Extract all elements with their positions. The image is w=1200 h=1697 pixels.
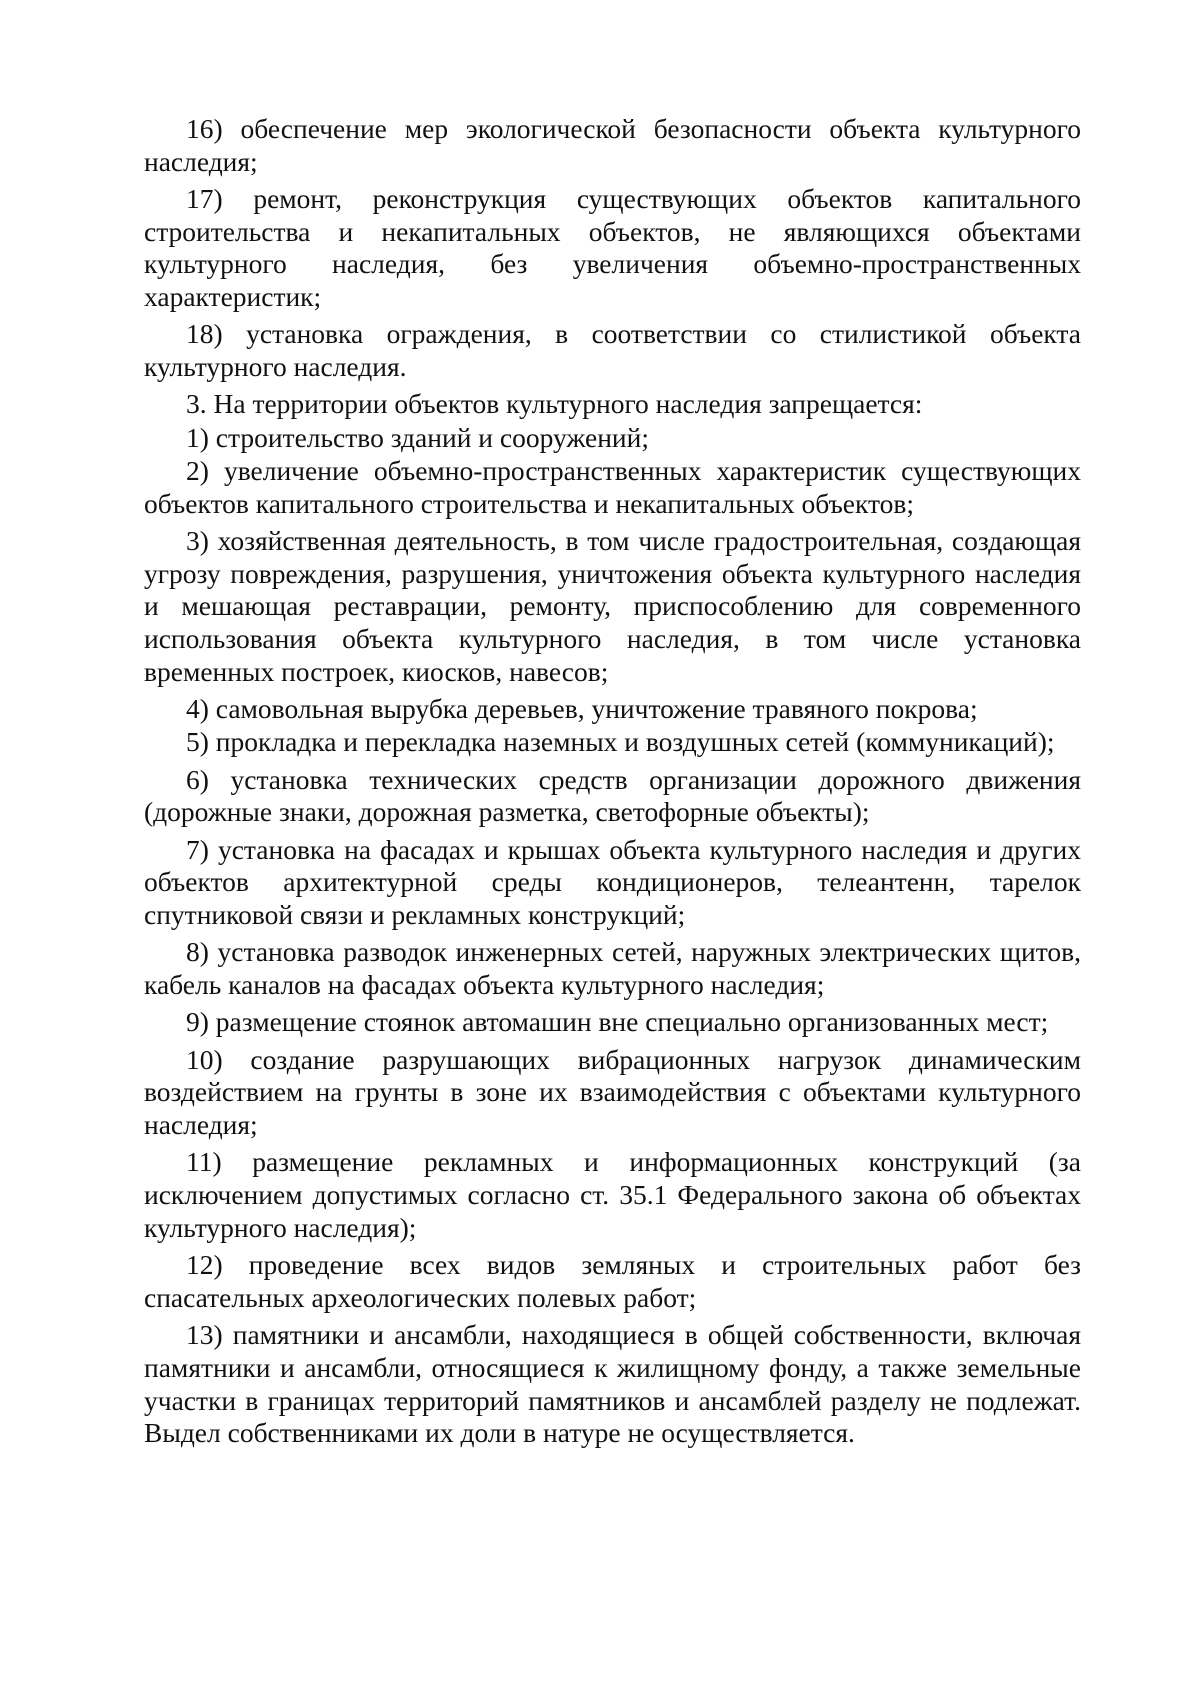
prohibition-item-4: 4) самовольная вырубка деревьев, уничтожение травяного покрова; xyxy=(186,693,978,725)
paragraph-item-16: 16) обеспечение мер экологической безопасности объекта культурного наследия; xyxy=(144,113,1081,177)
section-heading-3: 3. На территории объектов культурного наследия запрещается: xyxy=(186,388,923,420)
prohibition-item-5: 5) прокладка и перекладка наземных и воздушных сетей (коммуникаций); xyxy=(186,726,1055,758)
prohibition-item-10: 10) создание разрушающих вибрационных нагрузок динамическим воздействием на грунты в зоне их взаимодействия с объектами культурного наследия; xyxy=(144,1043,1081,1141)
paragraph-item-17: 17) ремонт, реконструкция существующих объектов капитального строительства и некапитальных объектов, не являющихся объектами культурного наследия, без увеличения объемно-пространственных характеристик; xyxy=(144,183,1081,313)
prohibition-item-13: 13) памятники и ансамбли, находящиеся в общей собственности, включая памятники и ансамбли, относящиеся к жилищному фонду, а также земельные участки в границах территорий памятников и ансамблей разделу не подлежат. Выдел собственниками их доли в натуре не осуществляется. xyxy=(144,1319,1081,1449)
prohibition-item-7: 7) установка на фасадах и крышах объекта культурного наследия и других объектов архитектурной среды кондиционеров, телеантенн, тарелок спутниковой связи и рекламных конструкций; xyxy=(144,833,1081,931)
prohibition-item-3: 3) хозяйственная деятельность, в том числе градостроительная, создающая угрозу повреждения, разрушения, уничтожения объекта культурного наследия и мешающая реставрации, ремонту, приспособлению для современного использования объекта культурного наследия, в том числе установка временных построек, киосков, навесов; xyxy=(144,525,1081,687)
prohibition-item-12: 12) проведение всех видов земляных и строительных работ без спасательных археологических полевых работ; xyxy=(144,1249,1081,1313)
prohibition-item-8: 8) установка разводок инженерных сетей, наружных электрических щитов, кабель каналов на фасадах объекта культурного наследия; xyxy=(144,936,1081,1001)
prohibition-item-9: 9) размещение стоянок автомашин вне специально организованных мест; xyxy=(186,1006,1049,1038)
prohibition-item-11: 11) размещение рекламных и информационных конструкций (за исключением допустимых согласно ст. 35.1 Федерального закона об объектах культурного наследия); xyxy=(144,1146,1081,1243)
prohibition-item-1: 1) строительство зданий и сооружений; xyxy=(186,421,649,453)
prohibition-item-6: 6) установка технических средств организации дорожного движения (дорожные знаки, дорожная разметка, светофорные объекты); xyxy=(144,763,1081,828)
document-body xyxy=(144,113,1081,1455)
paragraph-item-18: 18) установка ограждения, в соответствии со стилистикой объекта культурного наследия. xyxy=(144,318,1081,383)
prohibition-item-2: 2) увеличение объемно-пространственных характеристик существующих объектов капитального строительства и некапитальных объектов; xyxy=(144,455,1081,519)
